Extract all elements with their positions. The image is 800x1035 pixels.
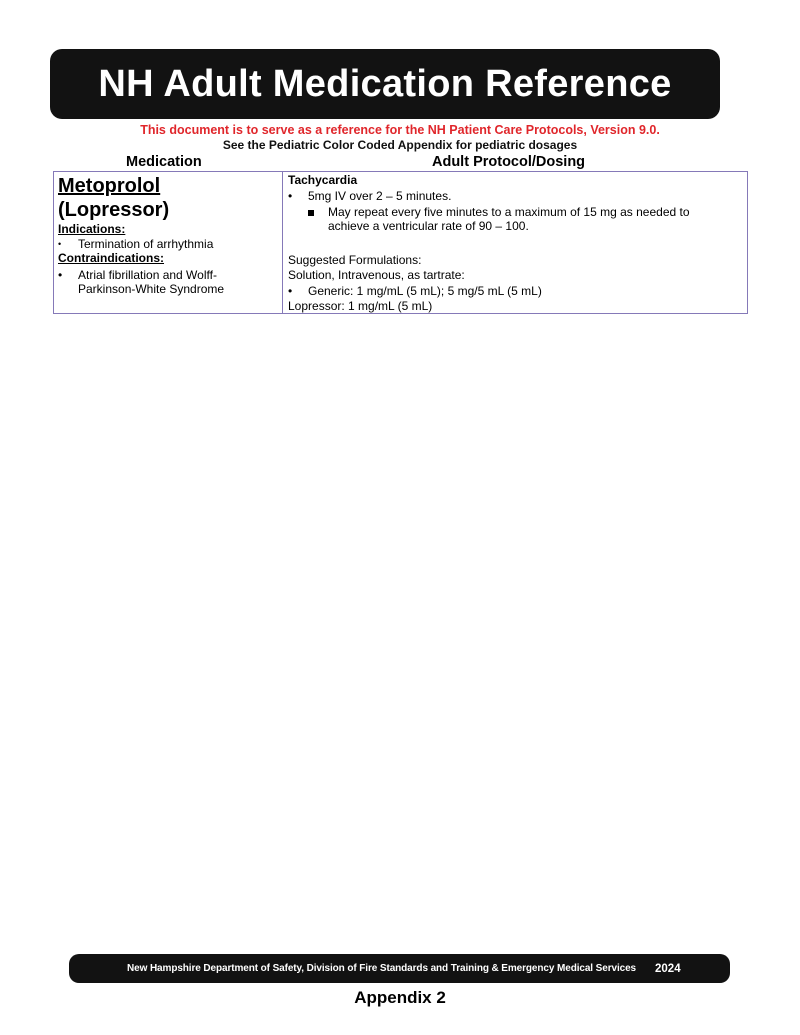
column-header-dosing: Adult Protocol/Dosing: [432, 154, 586, 170]
formulations-label: Suggested Formulations:: [288, 253, 422, 267]
drug-name: Metoprolol: [58, 175, 161, 197]
indications-label: Indications:: [58, 222, 126, 236]
protocol-notice: This document is to serve as a reference for the NH Patient Care Protocols, Version 9.0.: [140, 123, 660, 137]
contraindication-item: • Atrial fibrillation and Wolff- Parkinson-White Syndrome: [58, 268, 225, 296]
pediatric-notice: See the Pediatric Color Coded Appendix for pediatric dosages: [222, 138, 578, 152]
footer-text: New Hampshire Department of Safety, Division of Fire Standards and Training & Emergency Medical Services: [127, 963, 637, 974]
dosing-heading: Tachycardia: [288, 173, 358, 187]
bullet-icon: •: [58, 239, 62, 249]
contraindications-label: Contraindications:: [58, 251, 165, 265]
drug-brand: (Lopressor): [58, 199, 170, 221]
dosing-cell: [283, 172, 747, 313]
square-bullet-icon: [308, 205, 328, 233]
lopressor-line: Lopressor: 1 mg/mL (5 mL): [288, 299, 433, 313]
indication-item: • Termination of arrhythmia: [58, 237, 214, 251]
bullet-icon: •: [58, 268, 63, 282]
medication-cell: [54, 172, 283, 313]
bullet-icon: •: [288, 189, 293, 203]
medication-table: [53, 171, 748, 314]
footer-bar: [69, 954, 730, 983]
bullet-icon: •: [288, 284, 293, 298]
generic-item: • Generic: 1 mg/mL (5 mL); 5 mg/5 mL (5 mL): [288, 284, 542, 298]
appendix-label: Appendix 2: [354, 988, 446, 1007]
page-title: NH Adult Medication Reference: [98, 62, 672, 105]
repeat-item: May repeat every five minutes to a maximum of 15 mg as needed to achieve a ventricular rate of 90 – 100.: [288, 205, 743, 233]
footer-year: 2024: [655, 962, 681, 975]
title-banner: [50, 49, 720, 119]
dose-item: • 5mg IV over 2 – 5 minutes.: [288, 189, 452, 203]
solution-line: Solution, Intravenous, as tartrate:: [288, 268, 465, 282]
column-header-medication: Medication: [126, 154, 202, 170]
